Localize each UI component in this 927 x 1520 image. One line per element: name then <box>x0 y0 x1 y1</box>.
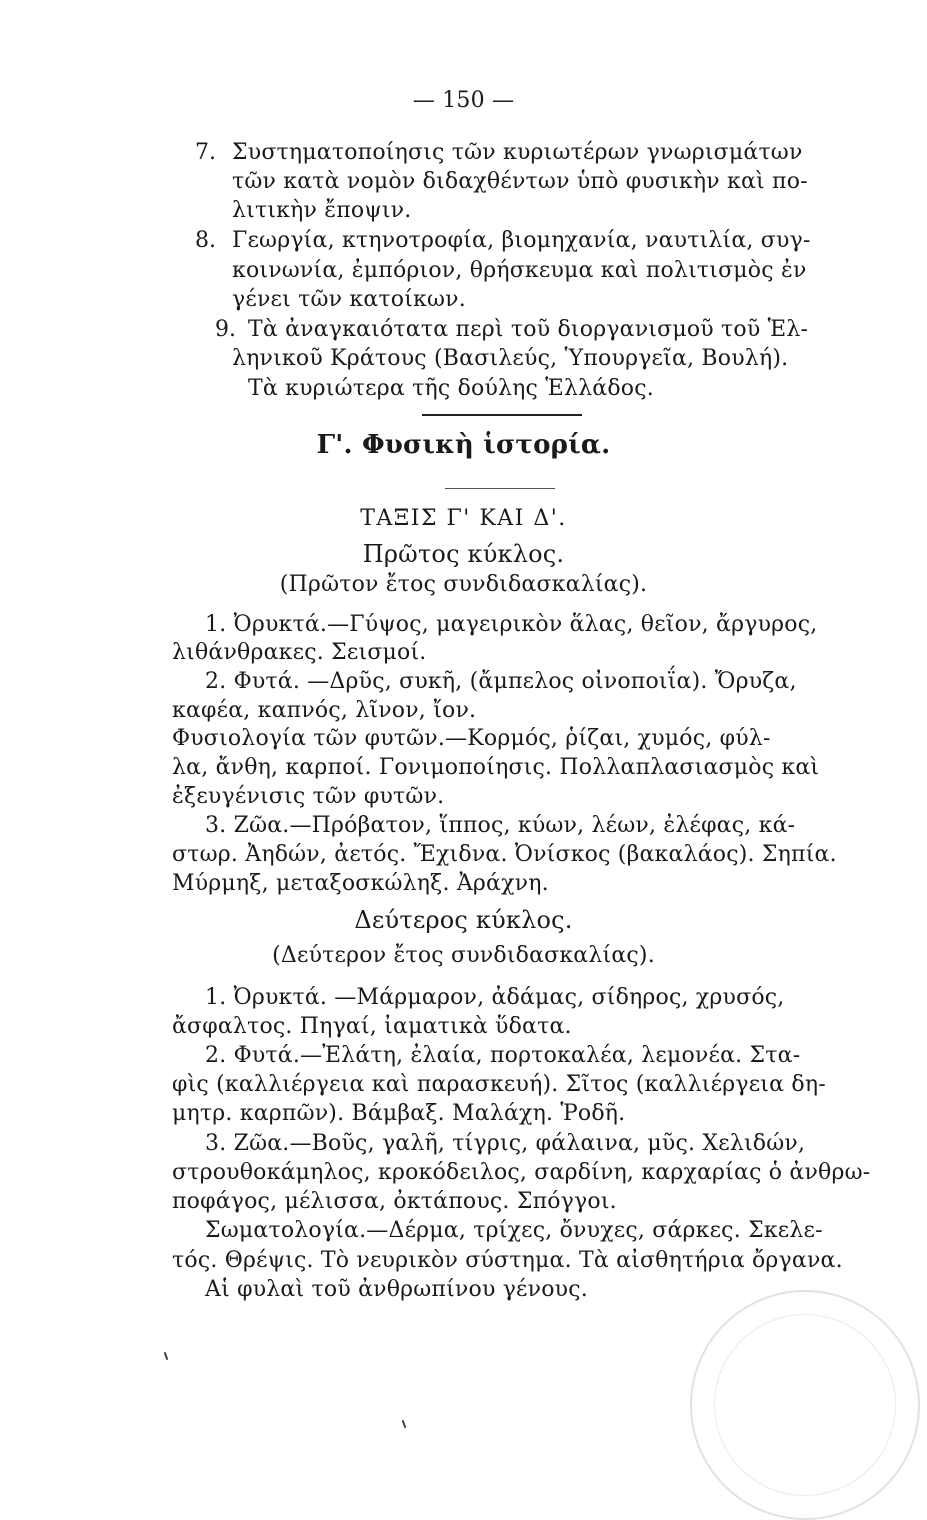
list-item-line: Γεωργία, κτηνοτροφία, βιομηχανία, ναυτιλία, συγ- <box>232 228 811 253</box>
body-line: στωρ. Ἀηδών, ἀετός. Ἔχιδνα. Ὀνίσκος (βακαλάος). Σηπία. <box>172 842 837 867</box>
page-number: — 150 — <box>412 88 515 113</box>
section-title: Γ'. Φυσικὴ ἱστορία. <box>316 430 611 460</box>
body-line: ἄσφαλτος. Πηγαί, ἰαματικὰ ὕδατα. <box>172 1014 572 1039</box>
body-line: τός. Θρέψις. Τὸ νευρικὸν σύστημα. Τὰ αἰσθητήρια ὄργανα. <box>172 1248 843 1273</box>
body-line: ἐξευγένισις τῶν φυτῶν. <box>172 784 445 809</box>
body-line: 1. Ὀρυκτά. —Μάρμαρον, ἀδάμας, σίδηρος, χρυσός, <box>205 985 785 1010</box>
ink-speck <box>164 1352 169 1360</box>
list-item-line: τῶν κατὰ νομὸν διδαχθέντων ὑπὸ φυσικὴν καὶ πο- <box>232 169 808 194</box>
cycle-year: (Πρῶτον ἔτος συνδιδασκαλίας). <box>279 572 648 597</box>
body-line: 3. Ζῶα.—Βοῦς, γαλῆ, τίγρις, φάλαινα, μῦς. Χελιδών, <box>205 1131 806 1156</box>
list-item-line: λιτικὴν ἔποψιν. <box>232 198 412 223</box>
section-divider <box>422 414 582 416</box>
list-item-line: κοινωνία, ἐμπόριον, θρήσκευμα καὶ πολιτισμὸς ἐν <box>232 258 807 283</box>
body-line: 3. Ζῶα.—Πρόβατον, ἵππος, κύων, λέων, ἐλέφας, κά- <box>205 813 796 838</box>
body-line: στρουθοκάμηλος, κροκόδειλος, σαρδίνη, καρχαρίας ὁ ἀνθρω- <box>172 1160 871 1185</box>
list-item-number: 9. <box>215 317 236 342</box>
body-line: μητρ. καρπῶν). Βάμβαξ. Μαλάχη. Ῥοδῆ. <box>172 1101 626 1126</box>
body-line: Σωματολογία.—Δέρμα, τρίχες, ὄνυχες, σάρκες. Σκελε- <box>205 1218 823 1243</box>
title-divider <box>445 488 555 489</box>
cycle-year: (Δεύτερον ἔτος συνδιδασκαλίας). <box>272 943 655 968</box>
body-line: 2. Φυτά.—Ἐλάτη, ἐλαία, πορτοκαλέα, λεμονέα. Στα- <box>205 1043 801 1068</box>
library-watermark-seal <box>690 1290 920 1520</box>
body-line: καφέα, καπνός, λῖνον, ἴον. <box>172 698 477 723</box>
body-line: φὶς (καλλιέργεια καὶ παρασκευή). Σῖτος (καλλιέργεια δη- <box>172 1072 826 1097</box>
list-item-number: 8. <box>195 228 216 253</box>
list-item-line: ληνικοῦ Κράτους (Βασιλεύς, Ὑπουργεῖα, Βουλή). <box>232 346 789 371</box>
list-item-line: γένει τῶν κατοίκων. <box>232 287 466 312</box>
body-line: Αἱ φυλαὶ τοῦ ἀνθρωπίνου γένους. <box>205 1277 588 1302</box>
body-line: 2. Φυτά. —Δρῦς, συκῆ, (ἄμπελος οἰνοποιΐα). Ὄρυζα, <box>205 669 797 694</box>
ink-speck <box>402 1420 407 1428</box>
list-item-line: Τὰ κυριώτερα τῆς δούλης Ἑλλάδος. <box>248 376 654 401</box>
body-line: Μύρμηξ, μεταξοσκώληξ. Ἀράχνη. <box>172 871 549 896</box>
body-line: λα, ἄνθη, καρποί. Γονιμοποίησις. Πολλαπλασιασμὸς καὶ <box>172 755 820 780</box>
classes-heading: ΤΑΞΙΣ Γ' ΚΑΙ Δ'. <box>360 506 567 531</box>
list-item-line: Τὰ ἀναγκαιότατα περὶ τοῦ διοργανισμοῦ τοῦ Ἑλ- <box>248 317 809 342</box>
cycle-title: Πρῶτος κύκλος. <box>362 540 565 568</box>
list-item-line: Συστηματοποίησις τῶν κυριωτέρων γνωρισμάτων <box>232 140 803 165</box>
cycle-title: Δεύτερος κύκλος. <box>354 906 573 934</box>
body-line: ποφάγος, μέλισσα, ὀκτάπους. Σπόγγοι. <box>172 1189 617 1214</box>
list-item-number: 7. <box>195 140 216 165</box>
body-line: 1. Ὀρυκτά.—Γύψος, μαγειρικὸν ἅλας, θεῖον, ἄργυρος, <box>205 612 818 637</box>
body-line: λιθάνθρακες. Σεισμοί. <box>172 640 427 665</box>
body-line: Φυσιολογία τῶν φυτῶν.—Κορμός, ῥίζαι, χυμός, φύλ- <box>172 726 771 751</box>
